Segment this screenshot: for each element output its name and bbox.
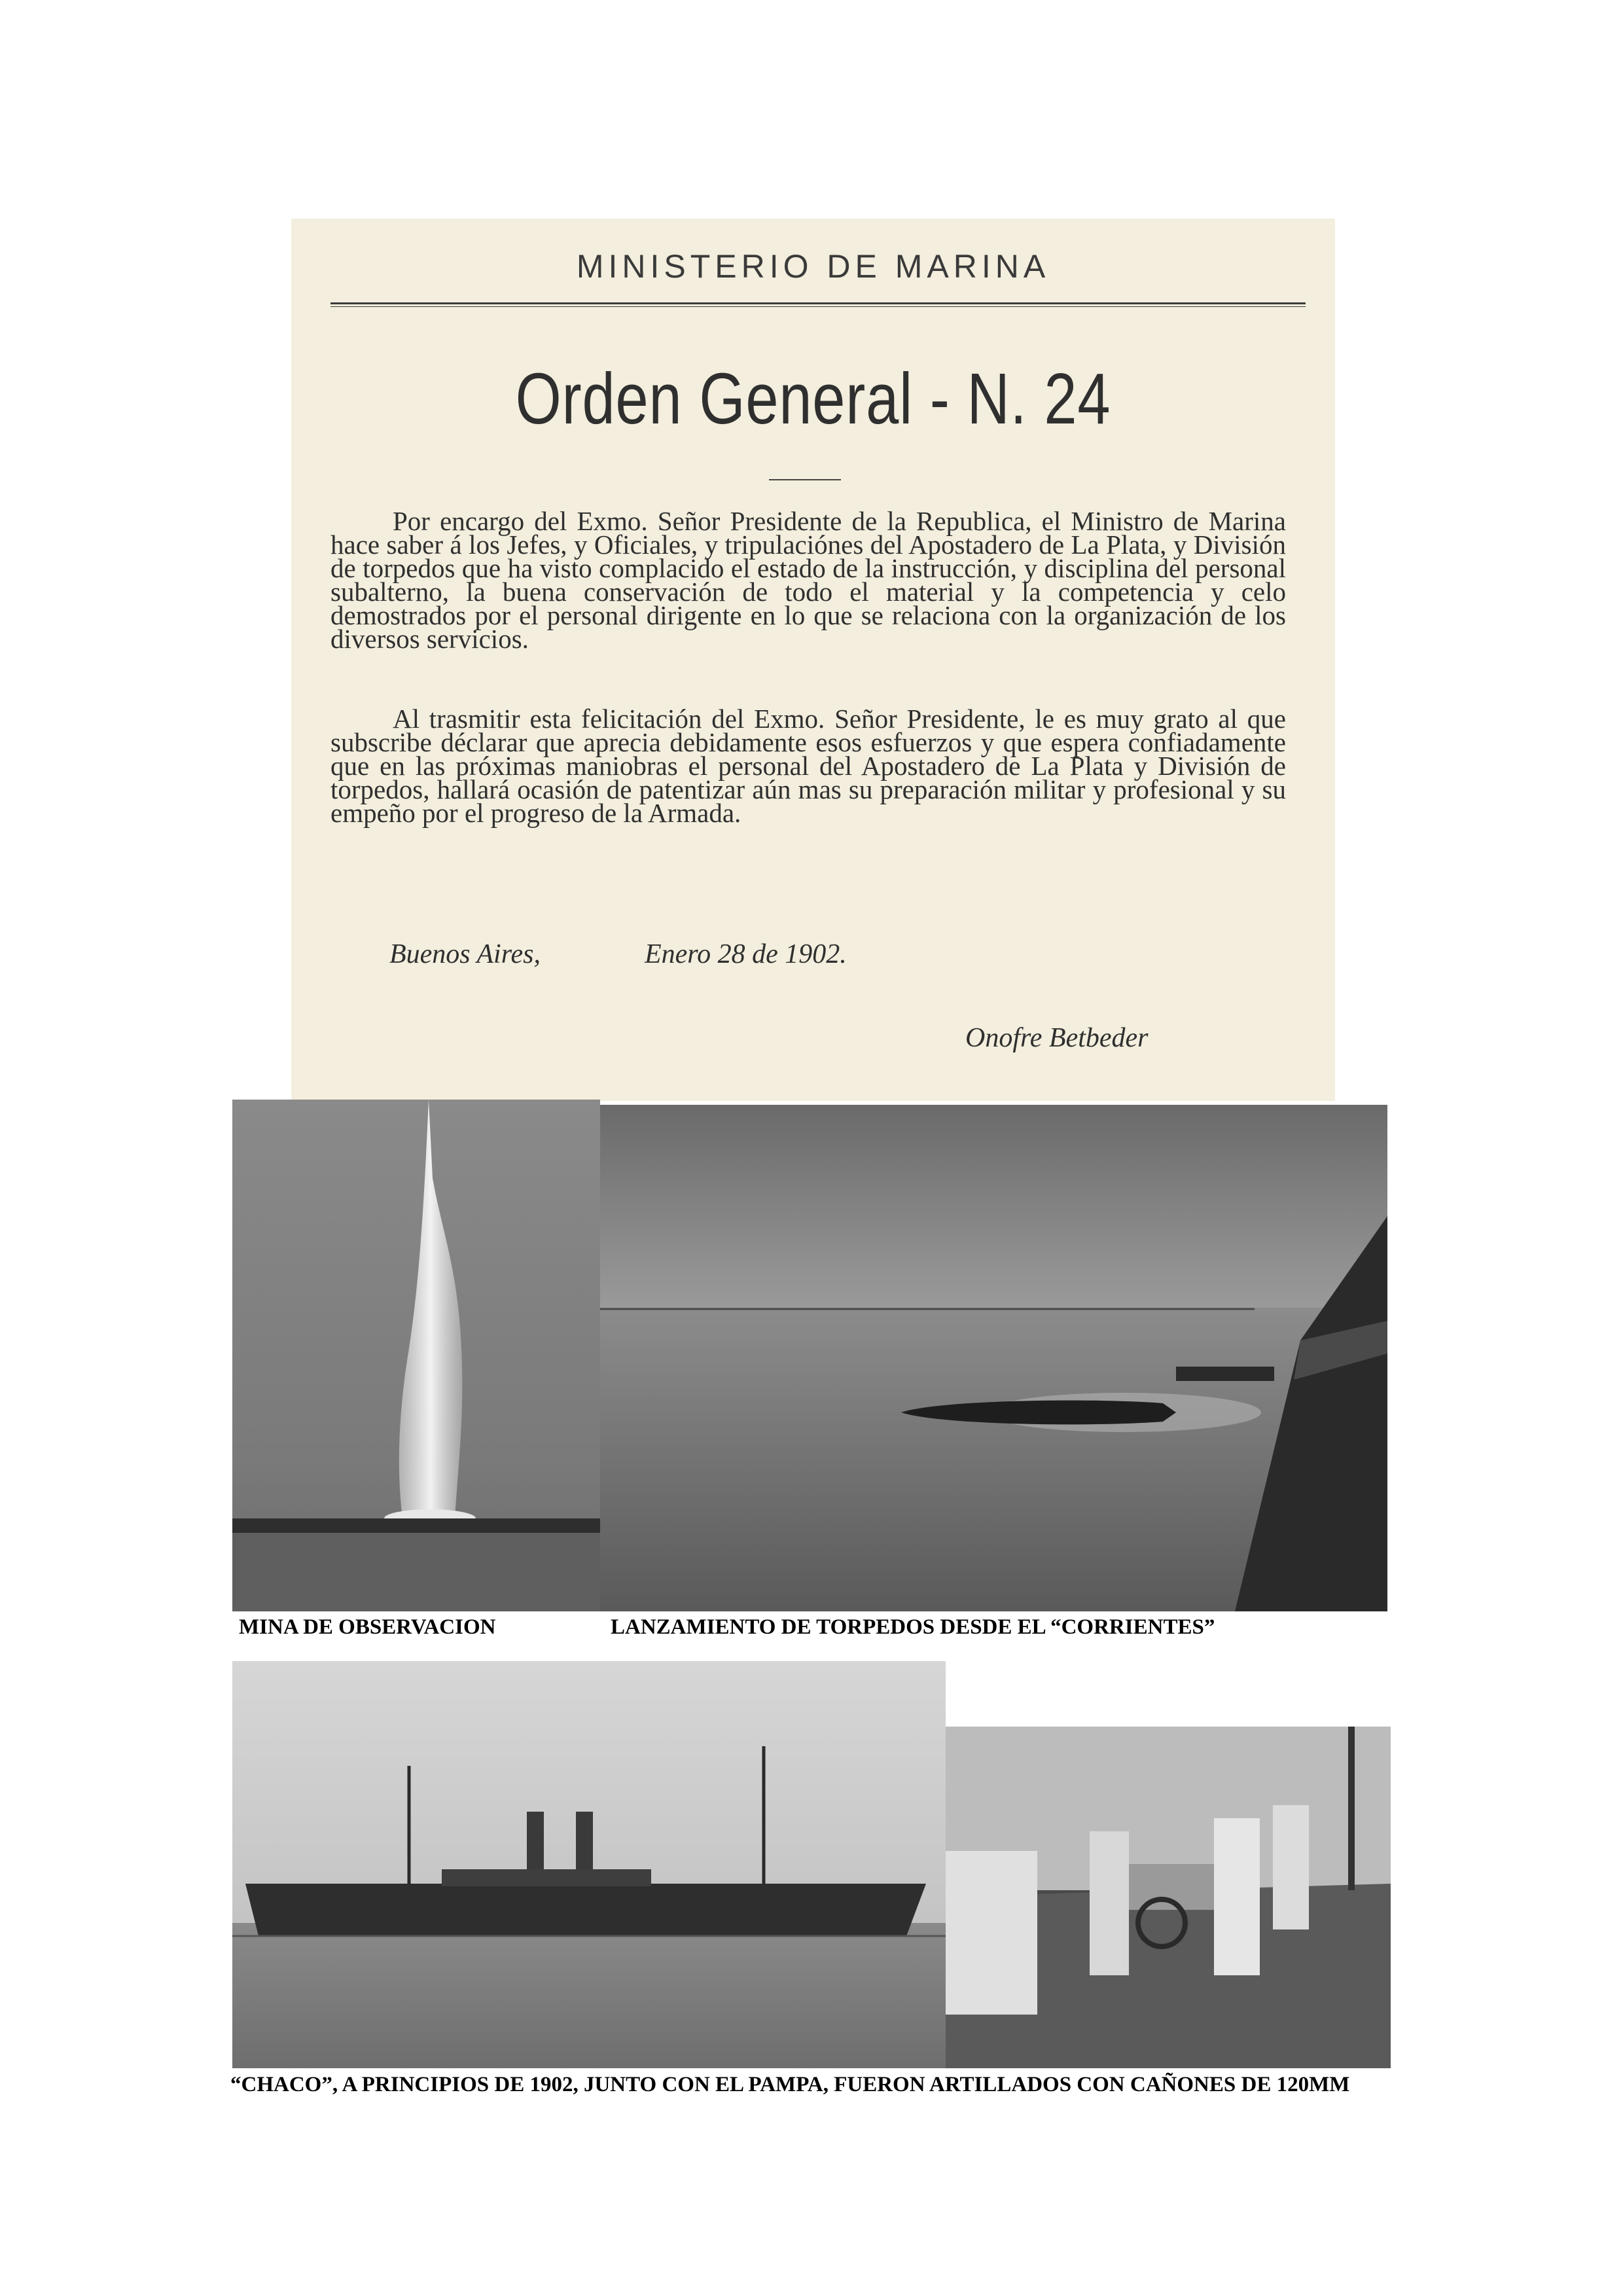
- mine-explosion-photo: [232, 1100, 600, 1611]
- order-title: Orden General - N. 24: [515, 359, 1111, 439]
- deck-gun-photo: [946, 1727, 1391, 2068]
- order-paragraph-1: Por encargo del Exmo. Señor Presidente de la Republica, el Ministro de Marina hace saber á los Jefes, y Oficiales, y tripulaciónes del Apostadero de La Plata, y División de torpedos que ha visto complacido el estado de la instrucción, y disciplina del personal subalterno, la buena conservación de todo el material y la competencia y celo demostrados por el personal dirigente en lo que se relaciona con la organización de los diversos servicios.: [330, 506, 1286, 654]
- header-rule: [330, 302, 1306, 307]
- mine-photo-caption: MINA DE OBSERVACION: [239, 1615, 496, 1639]
- torpedo-launch-photo: [600, 1105, 1387, 1611]
- chaco-ship-photo: [232, 1661, 946, 2068]
- scanned-order-document: [291, 219, 1335, 1101]
- ministry-header: MINISTERIO DE MARINA: [576, 248, 1050, 285]
- chaco-photo-caption: “CHACO”, A PRINCIPIOS DE 1902, JUNTO CON EL PAMPA, FUERON ARTILLADOS CON CAÑONES DE 120MM: [230, 2073, 1350, 2096]
- title-divider: [769, 479, 841, 480]
- torpedo-photo-caption: LANZAMIENTO DE TORPEDOS DESDE EL “CORRIENTES”: [611, 1615, 1215, 1639]
- order-date: Enero 28 de 1902.: [645, 939, 847, 969]
- order-paragraph-2: Al trasmitir esta felicitación del Exmo. Señor Presidente, le es muy grato al que subscribe déclarar que aprecia debidamente esos esfuerzos y que espera confiadamente que en las próximas maniobras el personal del Apostadero de La Plata y División de torpedos, hallará ocasión de patentizar aún mas su preparación militar y profesional y su empeño por el progreso de la Armada.: [330, 704, 1286, 828]
- order-signature: Onofre Betbeder: [965, 1023, 1149, 1053]
- order-place: Buenos Aires,: [389, 939, 541, 969]
